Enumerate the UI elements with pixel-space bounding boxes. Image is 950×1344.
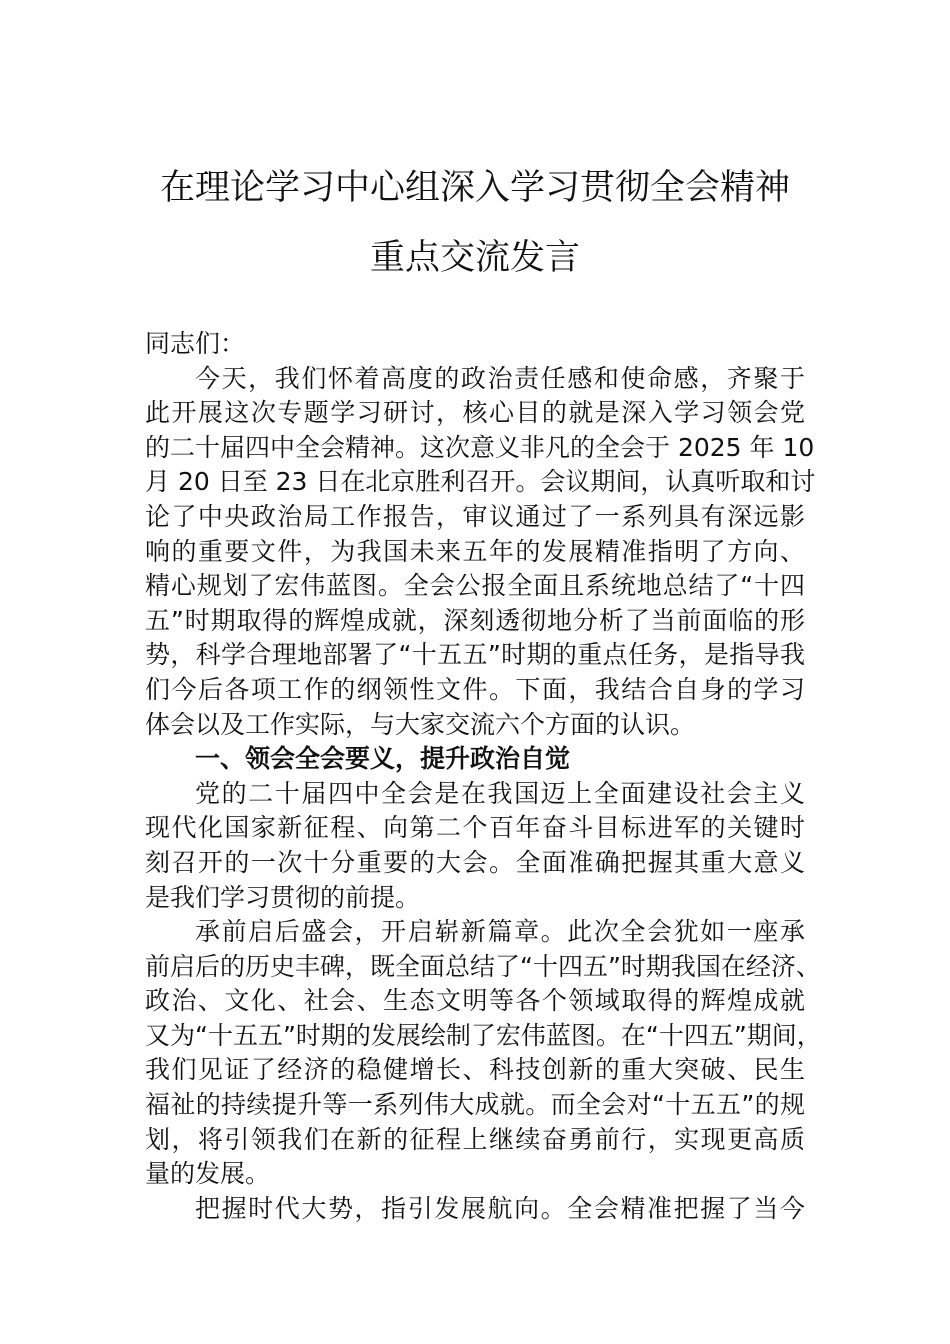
section-heading [145,742,805,777]
text-line: 我们见证了经济的稳健增长、科技创新的重大突破、民生 [145,1055,805,1085]
text-line: 又为“十五五”时期的发展绘制了宏伟蓝图。在“十四五”期间， [145,1020,822,1050]
text-line: 势，科学合理地部署了“十五五”时期的重点任务，是指导我 [145,640,805,670]
salutation [145,327,805,362]
text-line: 体会以及工作实际，与大家交流六个方面的认识。 [145,709,696,739]
text-line: 党的二十届四中全会是在我国迈上全面建设社会主义 [195,778,805,808]
text-line: 福祉的持续提升等一系列伟大成就。而全会对“十五五”的规 [145,1090,805,1120]
document-body [145,327,822,1226]
paragraph [145,362,816,743]
text-line: 划，将引领我们在新的征程上继续奋勇前行，实现更高质 [145,1124,805,1154]
text-line: 现代化国家新征程、向第二个百年奋斗目标进军的关键时 [145,813,805,843]
text-line: 响的重要文件，为我国未来五年的发展精准指明了方向、 [145,536,805,566]
text-line: 是我们学习贯彻的前提。 [145,882,421,912]
text-line: 精心规划了宏伟蓝图。全会公报全面且系统地总结了“十四 [145,571,805,601]
text-line: 的二十届四中全会精神。这次意义非凡的全会于 2025 年 10 [145,432,815,462]
text-line: 把握时代大势，指引发展航向。全会精准把握了当今 [195,1193,805,1223]
document-title-line-1: 在理论学习中心组深入学习贯彻全会精神 [159,168,790,208]
paragraph [145,1192,805,1227]
paragraph [145,777,805,915]
text-line: 此开展这次专题学习研讨，核心目的就是深入学习领会党 [145,398,805,428]
text-line: 刻召开的一次十分重要的大会。全面准确把握其重大意义 [145,847,805,877]
text-line: 月 20 日至 23 日在北京胜利召开。会议期间，认真听取和讨 [145,467,816,497]
text-line: 论了中央政治局工作报告，审议通过了一系列具有深远影 [145,501,805,531]
text-line: 同志们： [145,329,246,358]
text-line: 五”时期取得的辉煌成就，深刻透彻地分析了当前面临的形 [145,605,805,635]
text-line: 承前启后盛会，开启崭新篇章。此次全会犹如一座承 [195,917,805,947]
text-line: 政治、文化、社会、生态文明等各个领域取得的辉煌成就 [145,986,805,1016]
text-line: 前启后的历史丰碑，既全面总结了“十四五”时期我国在经济、 [145,951,821,981]
text-line: 一、领会全会要义，提升政治自觉 [195,744,571,774]
text-line: 量的发展。 [145,1159,271,1189]
paragraph [145,915,822,1192]
text-line: 们今后各项工作的纲领性文件。下面，我结合自身的学习 [145,674,805,704]
text-line: 今天，我们怀着高度的政治责任感和使命感，齐聚于 [195,363,805,393]
document-title-line-2: 重点交流发言 [369,238,580,278]
